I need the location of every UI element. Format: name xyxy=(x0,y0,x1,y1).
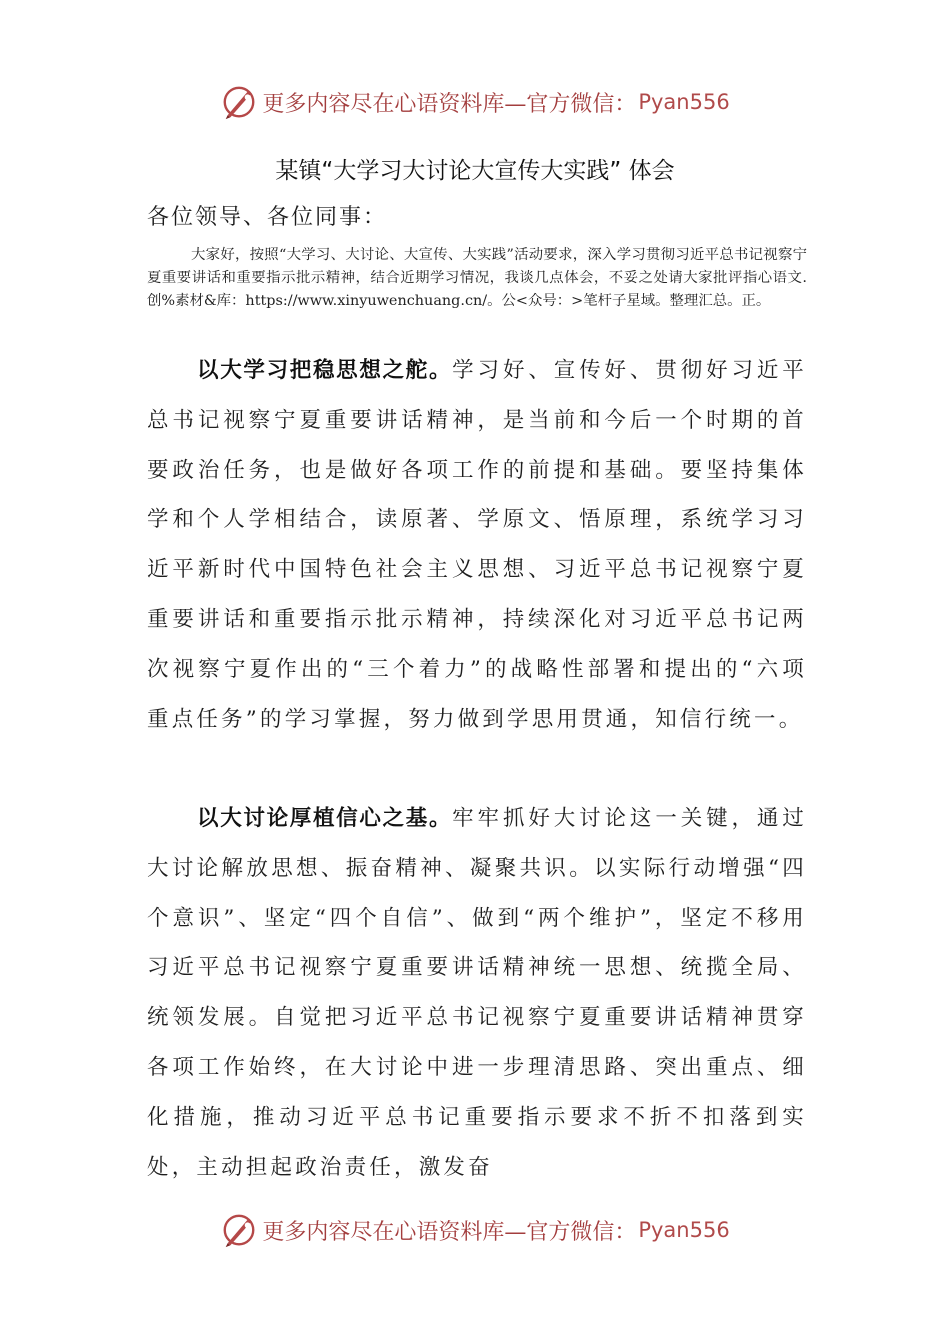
paragraph-lead: 以大学习把稳思想之舵。 xyxy=(197,358,453,383)
footer-banner xyxy=(0,1208,950,1252)
paragraph-lead: 以大讨论厚植信心之基。 xyxy=(197,806,453,831)
document-title: 某镇“大学习大讨论大宣传大实践” 体会 xyxy=(275,158,675,184)
paragraph-discussion xyxy=(147,794,807,1192)
header-banner xyxy=(0,80,950,124)
paragraph-body: 牢牢抓好大讨论这一关键，通过大讨论解放思想、振奋精神、凝聚共识。以实际行动增强“四个意识”、坚定“四个自信”、做到“两个维护”，坚定不移用习近平总书记视察宁夏重要讲话精神统一思想、统揽全局、统领发展。自觉把习近平总书记视察宁夏重要讲话精神贯穿各项工作始终，在大讨论中进一步理清思路、突出重点、细化措施，推动习近平总书记重要指示要求不折不扣落到实处，主动担起政治责任，激发奋 xyxy=(147,806,807,1180)
banner-text: 更多内容尽在心语资料库—官方微信： xyxy=(262,1219,637,1245)
wechat-id: Pyan556 xyxy=(638,90,730,114)
wechat-id: Pyan556 xyxy=(638,1218,730,1242)
pen-logo-icon xyxy=(220,83,258,121)
intro-paragraph: 大家好，按照“大学习、大讨论、大宣传、大实践”活动要求，深入学习贯彻习近平总书记视察宁夏重要讲话和重要指示批示精神，结合近期学习情况，我谈几点体会，不妥之处请大家批评指心语文.创%素材&库：https://www.xinyuwenchuang.cn/。公<众号：>笔杆子星域。整理汇总。正。 xyxy=(147,247,807,309)
paragraph-body: 学习好、宣传好、贯彻好习近平总书记视察宁夏重要讲话精神，是当前和今后一个时期的首要政治任务，也是做好各项工作的前提和基础。要坚持集体学和个人学相结合，读原著、学原文、悟原理，系统学习习近平新时代中国特色社会主义思想、习近平总书记视察宁夏重要讲话和重要指示批示精神，持续深化对习近平总书记两次视察宁夏作出的“三个着力”的战略性部署和提出的“六项重点任务”的学习掌握，努力做到学思用贯通，知信行统一。 xyxy=(147,358,807,732)
pen-logo-icon xyxy=(220,1211,258,1249)
banner-text: 更多内容尽在心语资料库—官方微信： xyxy=(262,91,637,117)
greeting: 各位领导、各位同事： xyxy=(147,205,388,230)
paragraph-study xyxy=(147,346,807,744)
